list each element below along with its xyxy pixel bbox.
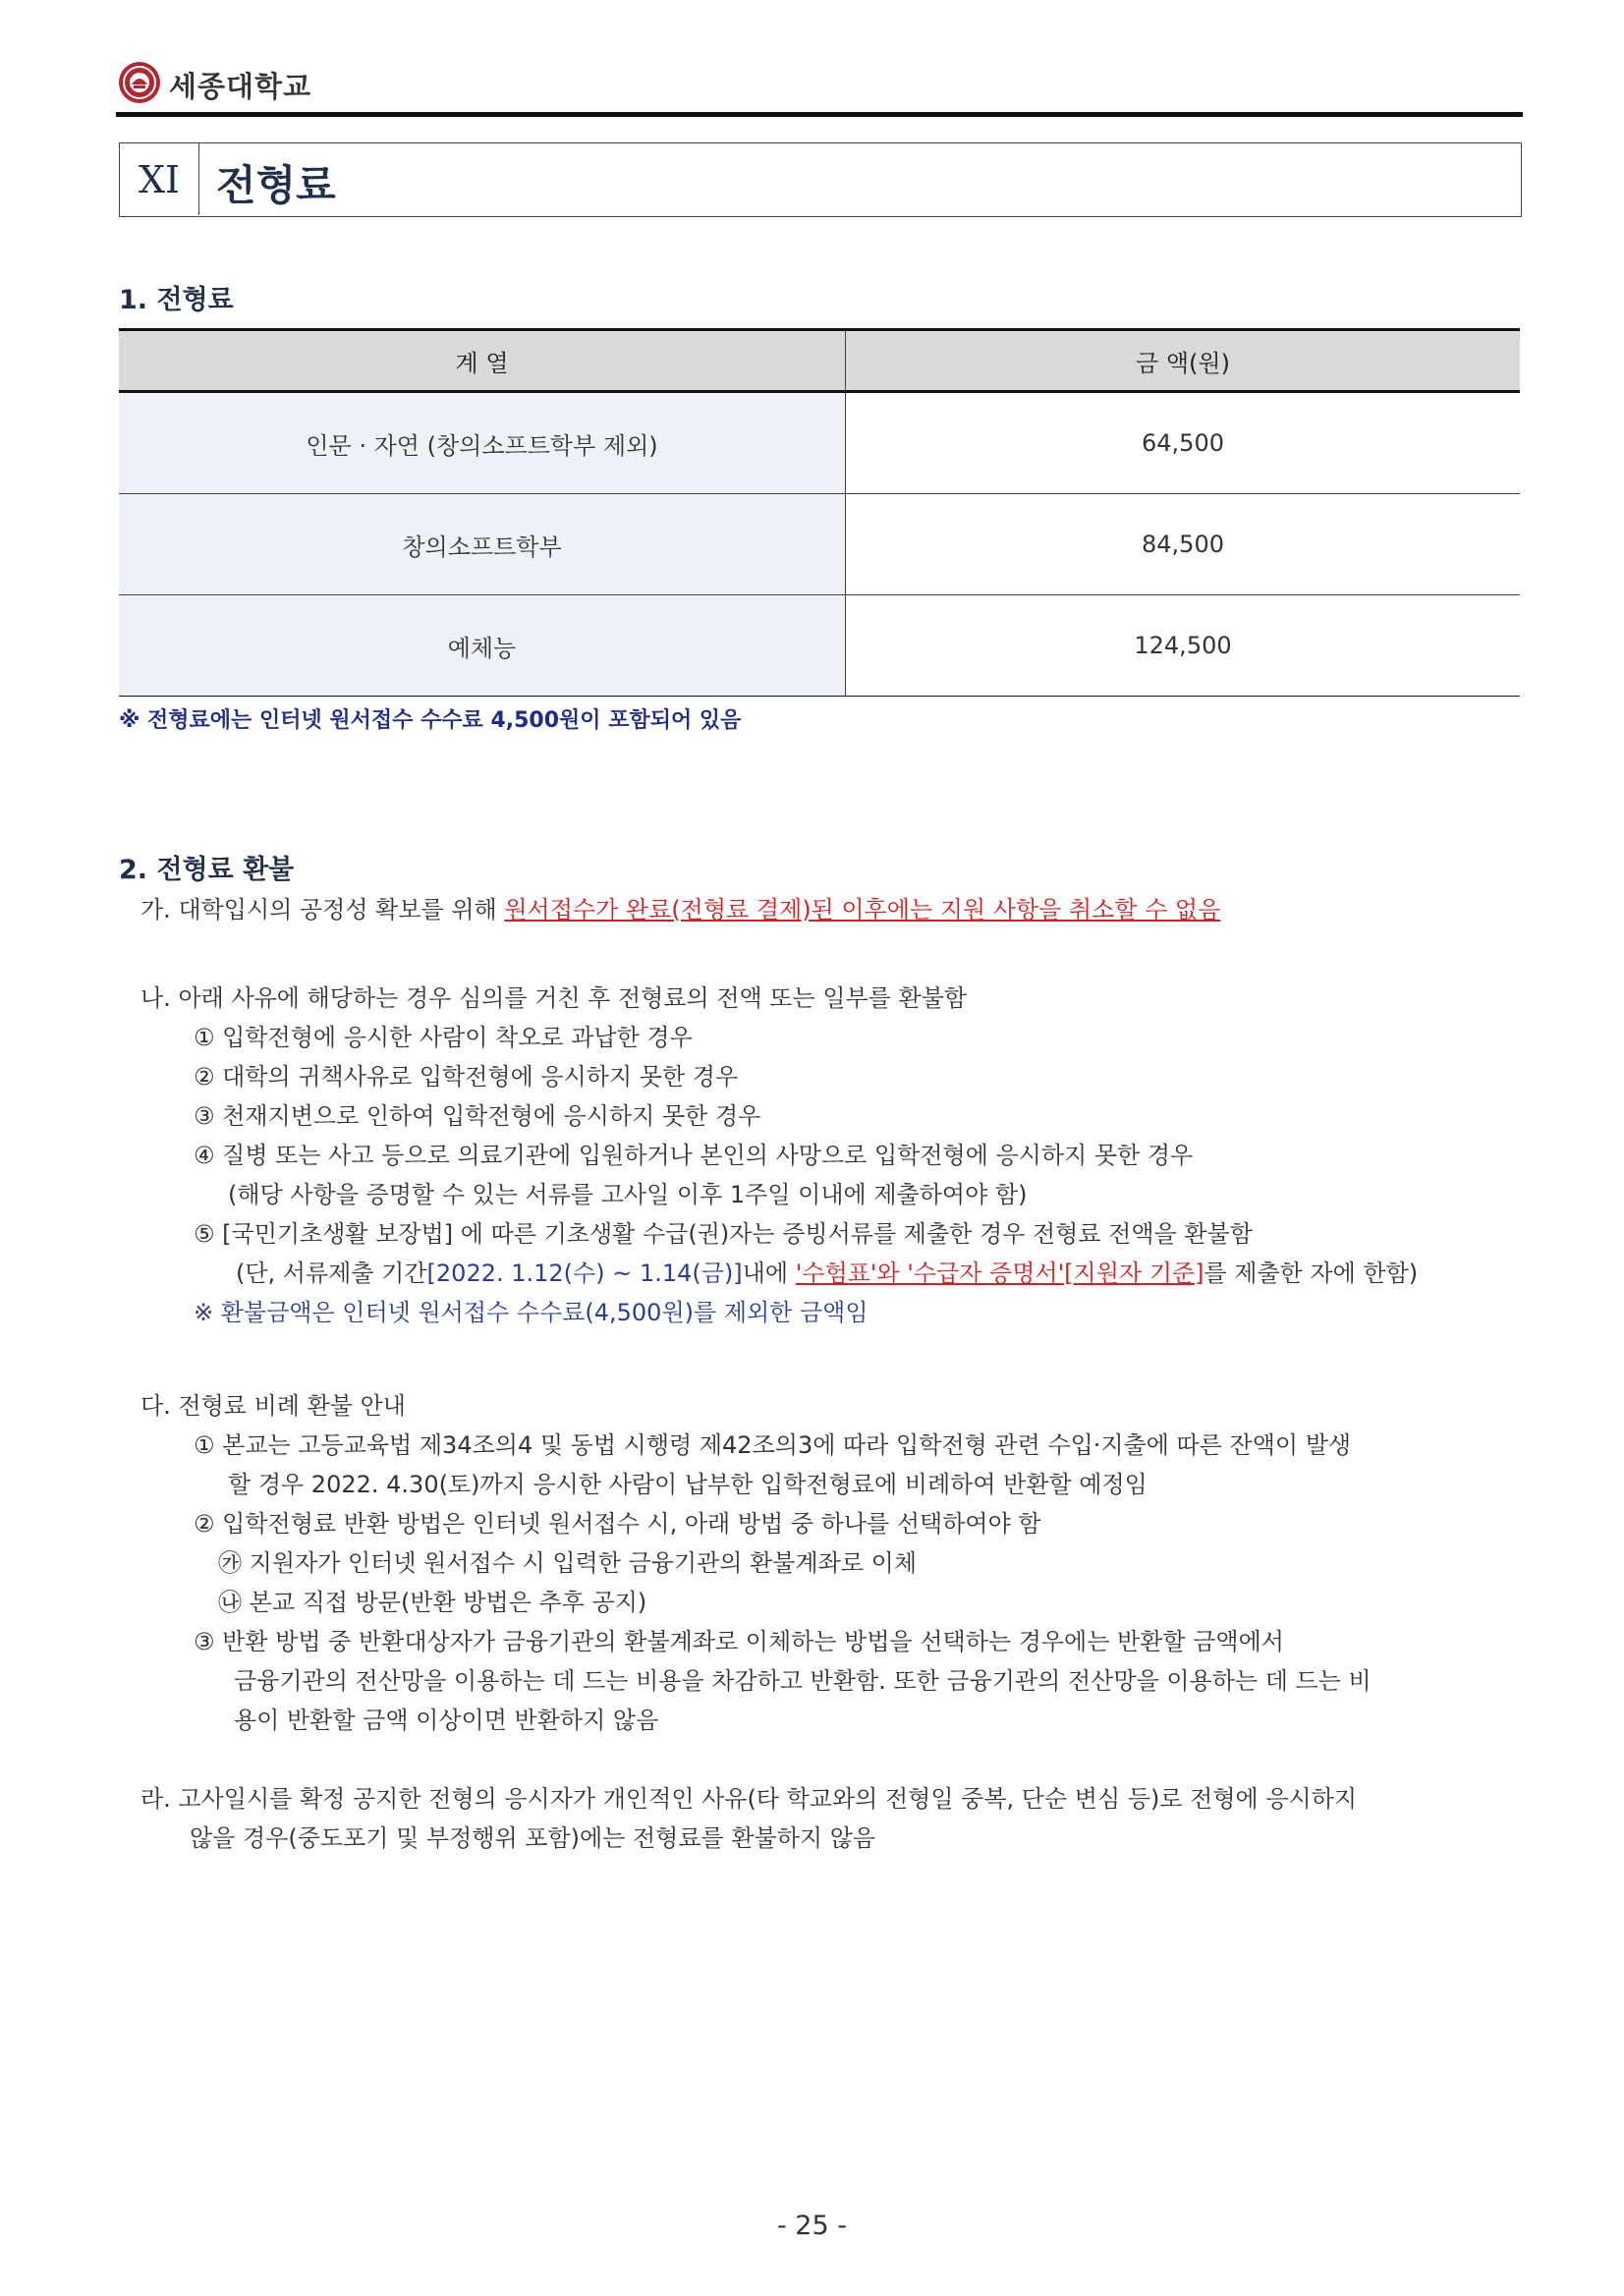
proportional-refund-2: ② 입학전형료 반환 방법은 인터넷 원서접수 시, 아래 방법 중 하나를 선택하여야 함 — [194, 1510, 1041, 1538]
item-da-title: 다. 전형료 비례 환불 안내 — [140, 1392, 406, 1420]
section-title: 전형료 — [216, 161, 336, 209]
table-row — [119, 595, 1520, 697]
section-title-box — [119, 142, 1522, 217]
refund-amount-note: ※ 환불금액은 인터넷 원서접수 수수료(4,500원)를 제외한 금액임 — [194, 1299, 868, 1326]
item-na-title: 나. 아래 사유에 해당하는 경우 심의를 거친 후 전형료의 전액 또는 일부를 환불함 — [140, 984, 968, 1012]
condition-text: 를 제출한 자에 한함) — [1204, 1260, 1419, 1287]
condition-text: 내에 — [742, 1260, 796, 1287]
refund-reason-4: ④ 질병 또는 사고 등으로 의료기관에 입원하거나 본인의 사망으로 입학전형에 응시하지 못한 경우 — [194, 1142, 1194, 1169]
category-cell: 예체능 — [119, 595, 846, 697]
item-ra: 라. 고사일시를 확정 공지한 전형의 응시자가 개인적인 사유(타 학교와의 전형일 중복, 단순 변심 등)로 전형에 응시하지 — [140, 1785, 1358, 1813]
table-header-row — [119, 330, 1520, 392]
page-header — [116, 57, 1521, 116]
proportional-refund-1: ① 본교는 고등교육법 제34조의4 및 동법 시행령 제42조의3에 따라 입학전형 관련 수입·지출에 따른 잔액이 발생 — [194, 1431, 1352, 1459]
fee-note: ※ 전형료에는 인터넷 원서접수 수수료 4,500원이 포함되어 있음 — [119, 708, 742, 733]
refund-reason-5-condition — [236, 1254, 1418, 1288]
fee-table — [119, 328, 1520, 697]
amount-cell: 84,500 — [846, 494, 1521, 595]
part2-heading: 2. 전형료 환불 — [119, 855, 295, 885]
section-number: XI — [120, 143, 199, 215]
refund-reason-5: ⑤ [국민기초생활 보장법] 에 따른 기초생활 수급(권)자는 증빙서류를 제출한 경우 전형료 전액을 환불함 — [194, 1220, 1253, 1248]
amount-cell: 64,500 — [846, 392, 1521, 494]
refund-reason-1: ① 입학전형에 응시한 사람이 착오로 과납한 경우 — [194, 1024, 693, 1051]
page-number: - 25 - — [776, 2211, 847, 2241]
proportional-refund-1-cont: 할 경우 2022. 4.30(토)까지 응시한 사람이 납부한 입학전형료에 비례하여 반환할 예정임 — [228, 1471, 1148, 1498]
refund-method-ga: ㉮ 지원자가 인터넷 원서접수 시 입력한 금융기관의 환불계좌로 이체 — [218, 1549, 917, 1577]
proportional-refund-3: ③ 반환 방법 중 반환대상자가 금융기관의 환불계좌로 이체하는 방법을 선택하는 경우에는 반환할 금액에서 — [194, 1628, 1284, 1655]
column-header-amount: 금 액(원) — [846, 330, 1521, 392]
part1-heading: 1. 전형료 — [119, 285, 234, 315]
refund-method-na: ㉯ 본교 직접 방문(반환 방법은 추후 공지) — [218, 1589, 647, 1616]
item-ga-warning: 원서접수가 완료(전형료 결제)된 이후에는 지원 사항을 취소할 수 없음 — [504, 896, 1221, 924]
refund-reason-2: ② 대학의 귀책사유로 입학전형에 응시하지 못한 경우 — [194, 1063, 739, 1091]
header-divider — [116, 112, 1523, 117]
condition-text: (단, 서류제출 기간 — [236, 1260, 427, 1287]
amount-cell: 124,500 — [846, 595, 1521, 697]
column-header-category: 계 열 — [119, 330, 846, 392]
category-cell: 인문 · 자연 (창의소프트학부 제외) — [119, 392, 846, 494]
table-row — [119, 392, 1520, 494]
category-cell: 창의소프트학부 — [119, 494, 846, 595]
refund-reason-3: ③ 천재지변으로 인하여 입학전형에 응시하지 못한 경우 — [194, 1102, 761, 1130]
proportional-refund-3-cont: 금융기관의 전산망을 이용하는 데 드는 비용을 차감하고 반환함. 또한 금융기관의 전산망을 이용하는 데 드는 비 — [234, 1667, 1372, 1695]
required-documents: '수험표'와 '수급자 증명서'[지원자 기준] — [795, 1260, 1204, 1287]
item-ga — [140, 890, 1220, 924]
university-name: 세종대학교 — [169, 70, 312, 103]
item-ga-text: 가. 대학입시의 공정성 확보를 위해 — [140, 896, 505, 924]
submission-period: [2022. 1.12(수) ~ 1.14(금)] — [426, 1260, 743, 1287]
table-row — [119, 494, 1520, 595]
university-seal-icon — [118, 61, 161, 104]
refund-reason-4-note: (해당 사항을 증명할 수 있는 서류를 고사일 이후 1주일 이내에 제출하여야 함) — [228, 1181, 1028, 1208]
item-ra-cont: 않을 경우(중도포기 및 부정행위 포함)에는 전형료를 환불하지 않음 — [190, 1824, 876, 1852]
proportional-refund-3-cont: 용이 반환할 금액 이상이면 반환하지 않음 — [234, 1707, 659, 1734]
